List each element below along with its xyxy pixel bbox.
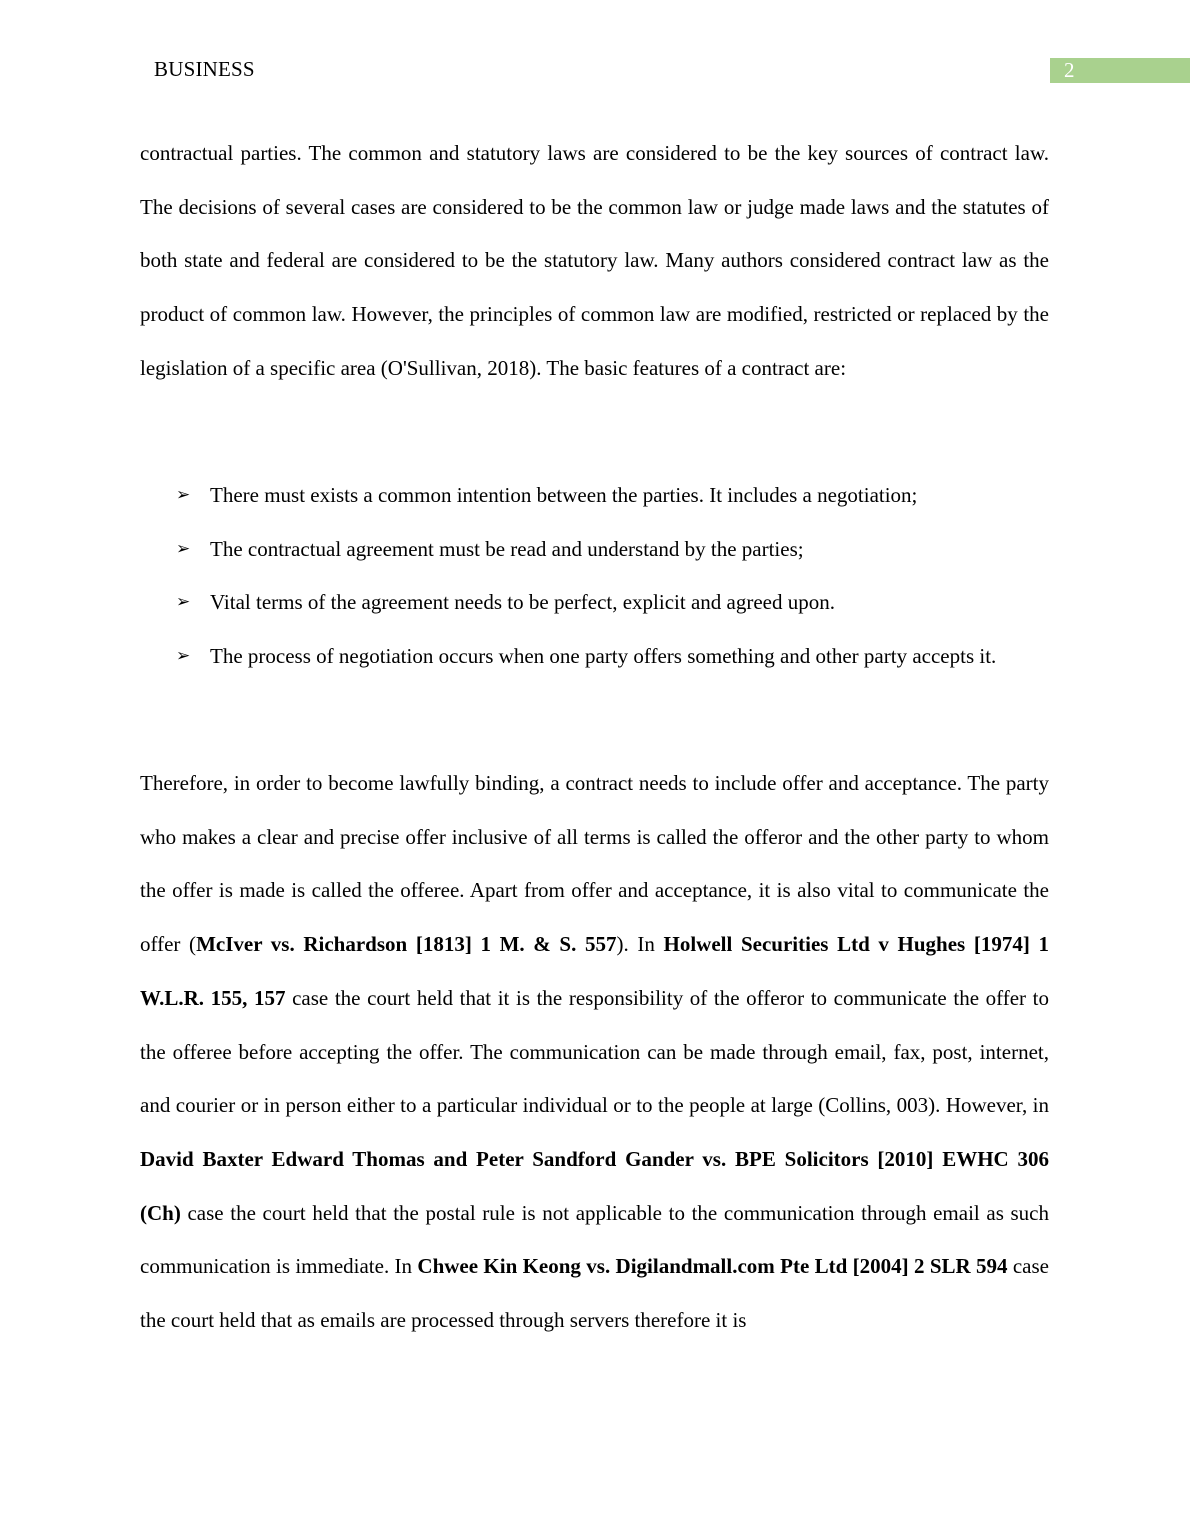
list-item <box>140 576 1049 630</box>
list-item <box>140 630 1049 684</box>
case-citation: Holwell Securities Ltd v Hughes [1974] 1 W.L.R. 155, 157 <box>140 932 1049 1010</box>
list-item-text: The process of negotiation occurs when one party offers something and other party accepts it. <box>210 644 997 669</box>
arrow-bullet-icon: ➢ <box>176 538 191 559</box>
paragraph-text: Therefore, in order to become lawfully binding, a contract needs to include offer and acceptance. The party who makes a clear and precise offer inclusive of all terms is called the offeror and the other party to whom the offer is made is called the offeree. Apart from offer and acceptance, it is also vital to communicate the offer ( <box>140 771 1049 957</box>
list-item <box>140 523 1049 577</box>
arrow-bullet-icon: ➢ <box>176 592 191 613</box>
paragraph-text: case the court held that as emails are processed through servers therefore it is <box>140 1254 1049 1333</box>
page-number-badge: 2 <box>1050 58 1190 83</box>
paragraph-text: ). In <box>616 932 664 957</box>
arrow-bullet-icon: ➢ <box>176 646 191 667</box>
running-header-title: BUSINESS <box>154 57 255 81</box>
list-item-text: The contractual agreement must be read and understand by the parties; <box>210 536 804 561</box>
arrow-bullet-icon: ➢ <box>176 485 191 505</box>
paragraph-text: case the court held that the postal rule is not applicable to the communication through email as such communication is immediate. In <box>140 1200 1049 1279</box>
list-item-text: Vital terms of the agreement needs to be perfect, explicit and agreed upon. <box>210 590 835 615</box>
paragraph-offer-acceptance <box>140 757 1049 1348</box>
paragraph-intro: contractual parties. The common and statutory laws are considered to be the key sources of contract law. The decisions of several cases are considered to be the common law or judge made laws and the statutes of both state and federal are considered to be the statutory law. Many authors considered contract law as the product of common law. However, the principles of common law are modified, restricted or replaced by the legislation of a specific area (O'Sullivan, 2018). The basic features of a contract are: <box>140 141 1049 380</box>
paragraph-text: case the court held that it is the responsibility of the offeror to communicate the offer to the offeree before accepting the offer. The communication can be made through email, fax, post, internet, and courier or in person either to a particular individual or to the people at large (Collins, 003). However, in <box>140 985 1049 1118</box>
case-citation: McIver vs. Richardson [1813] 1 M. & S. 557 <box>196 932 617 957</box>
list-item <box>140 469 1049 523</box>
case-citation: David Baxter Edward Thomas and Peter Sandford Gander vs. BPE Solicitors [2010] EWHC 306 (Ch) <box>140 1146 1049 1225</box>
list-item-text: There must exists a common intention between the parties. It includes a negotiation; <box>210 483 918 507</box>
contract-features-list <box>140 469 1049 684</box>
case-citation: Chwee Kin Keong vs. Digilandmall.com Pte Ltd [2004] 2 SLR 594 <box>417 1254 1008 1279</box>
